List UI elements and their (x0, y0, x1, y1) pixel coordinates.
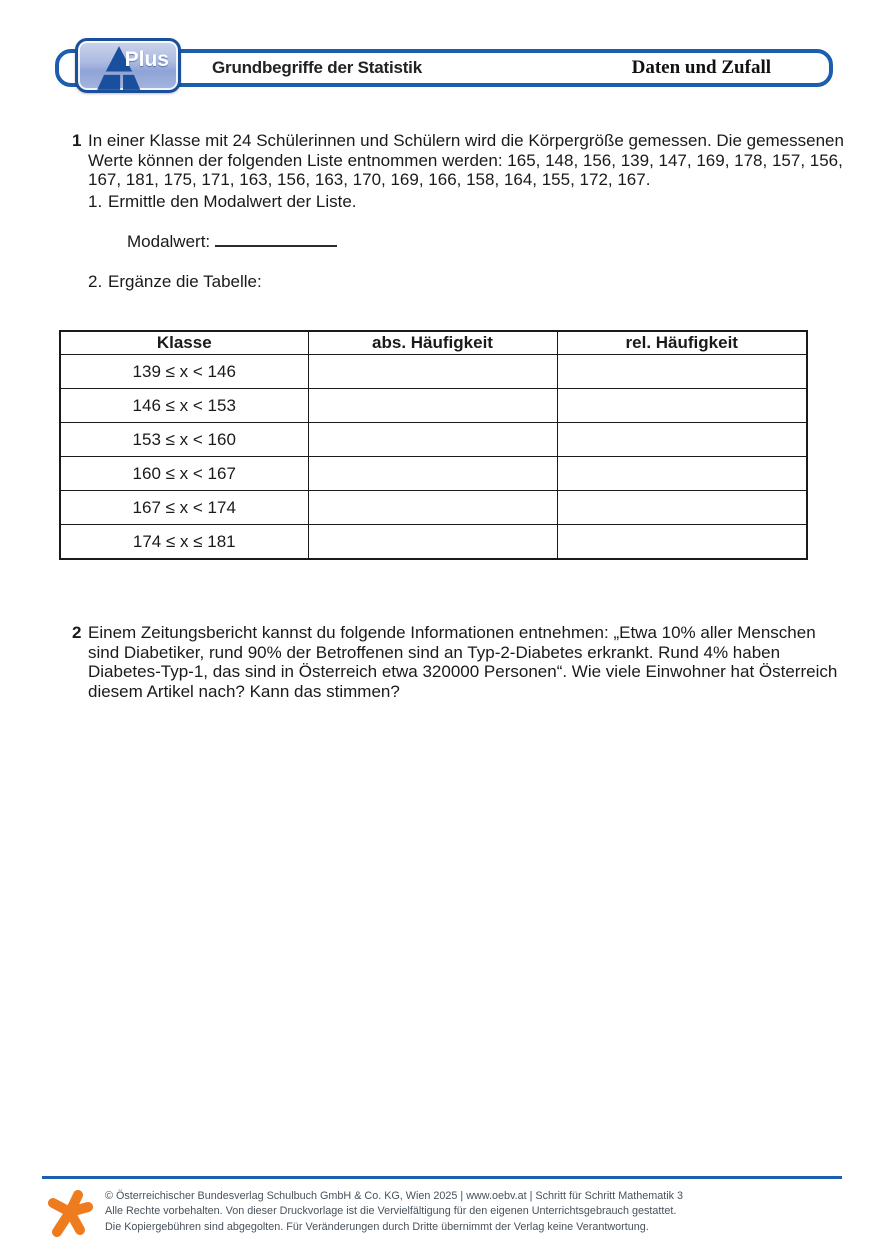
col-header-rel-haeufigkeit: rel. Häufigkeit (557, 331, 807, 355)
exercise-1-text: In einer Klasse mit 24 Schülerinnen und Schülern wird die Körpergröße gemessen. Die gemessenen Werte können der folgenden Liste entnommen werden: 165, 148, 156, 139, 147, 169, 178, 157, 156, 167, 181, 175, 171, 163, 156, 163, 170, 169, 166, 158, 164, 155, 172, 167. (88, 131, 844, 189)
rel-haeufigkeit-cell (557, 457, 807, 491)
exercise-2-text: Einem Zeitungsbericht kannst du folgende Informationen entnehmen: „Etwa 10% aller Menschen sind Diabetiker, rund 90% der Betroffenen sind an Typ-2-Diabetes erkrankt. Rund 4% haben Diabetes-Typ-1, das sind in Österreich etwa 320000 Personen“. Wie viele Einwohner hat Österreich diesem Artikel nach? Kann das stimmen? (88, 623, 838, 701)
abs-haeufigkeit-cell (308, 457, 557, 491)
rel-haeufigkeit-cell (557, 491, 807, 525)
footer-line-3: Die Kopiergebühren sind abgegolten. Für Veränderungen durch Dritte übernimmt der Verlag keine Verantwortung. (105, 1220, 649, 1233)
table-row (60, 525, 807, 560)
chapter-label: Daten und Zufall (631, 57, 771, 78)
rel-haeufigkeit-cell (557, 355, 807, 389)
col-header-abs-haeufigkeit: abs. Häufigkeit (308, 331, 557, 355)
klasse-cell: 160 ≤ x < 167 (60, 457, 308, 491)
table-row (60, 491, 807, 525)
exercise-2 (72, 623, 844, 701)
subtask-1-text: Ermittle den Modalwert der Liste. (108, 191, 357, 211)
oebv-asterisk-icon (47, 1190, 93, 1243)
exercise-1-number: 1 (72, 131, 82, 150)
subtask-2-text: Ergänze die Tabelle: (108, 271, 262, 291)
rel-haeufigkeit-cell (557, 389, 807, 423)
footer-imprint (105, 1189, 805, 1235)
exercise-1-subtask-2 (88, 272, 844, 292)
klasse-cell: 139 ≤ x < 146 (60, 355, 308, 389)
modalwert-blank-line (215, 231, 337, 247)
klasse-cell: 174 ≤ x ≤ 181 (60, 525, 308, 560)
frequency-table (59, 330, 808, 560)
exercise-1 (72, 131, 844, 291)
modalwert-row (127, 231, 844, 252)
subtask-2-number: 2. (88, 271, 103, 291)
table-row (60, 389, 807, 423)
col-header-klasse: Klasse (60, 331, 308, 355)
rel-haeufigkeit-cell (557, 423, 807, 457)
footer-divider (42, 1176, 842, 1179)
exercise-1-subtask-1 (88, 192, 844, 212)
abs-haeufigkeit-cell (308, 491, 557, 525)
klasse-cell: 146 ≤ x < 153 (60, 389, 308, 423)
klasse-cell: 153 ≤ x < 160 (60, 423, 308, 457)
worksheet-title: Grundbegriffe der Statistik (212, 58, 422, 77)
abs-haeufigkeit-cell (308, 525, 557, 560)
klasse-cell: 167 ≤ x < 174 (60, 491, 308, 525)
table-row (60, 355, 807, 389)
table-header-row (60, 331, 807, 355)
modalwert-label: Modalwert: (127, 232, 211, 251)
rel-haeufigkeit-cell (557, 525, 807, 560)
abs-haeufigkeit-cell (308, 355, 557, 389)
plus-logo-label: Plus (124, 48, 169, 71)
table-row (60, 423, 807, 457)
exercise-2-number: 2 (72, 623, 82, 642)
abs-haeufigkeit-cell (308, 389, 557, 423)
table-row (60, 457, 807, 491)
abs-haeufigkeit-cell (308, 423, 557, 457)
plus-logo (75, 38, 181, 93)
subtask-1-number: 1. (88, 191, 103, 211)
footer-line-2: Alle Rechte vorbehalten. Von dieser Druckvorlage ist die Vervielfältigung für den eigenen Unterrichtsgebrauch gestattet. (105, 1205, 677, 1218)
footer-line-1: © Österreichischer Bundesverlag Schulbuch GmbH & Co. KG, Wien 2025 | www.oebv.at | Schritt für Schritt Mathematik 3 (105, 1190, 684, 1202)
